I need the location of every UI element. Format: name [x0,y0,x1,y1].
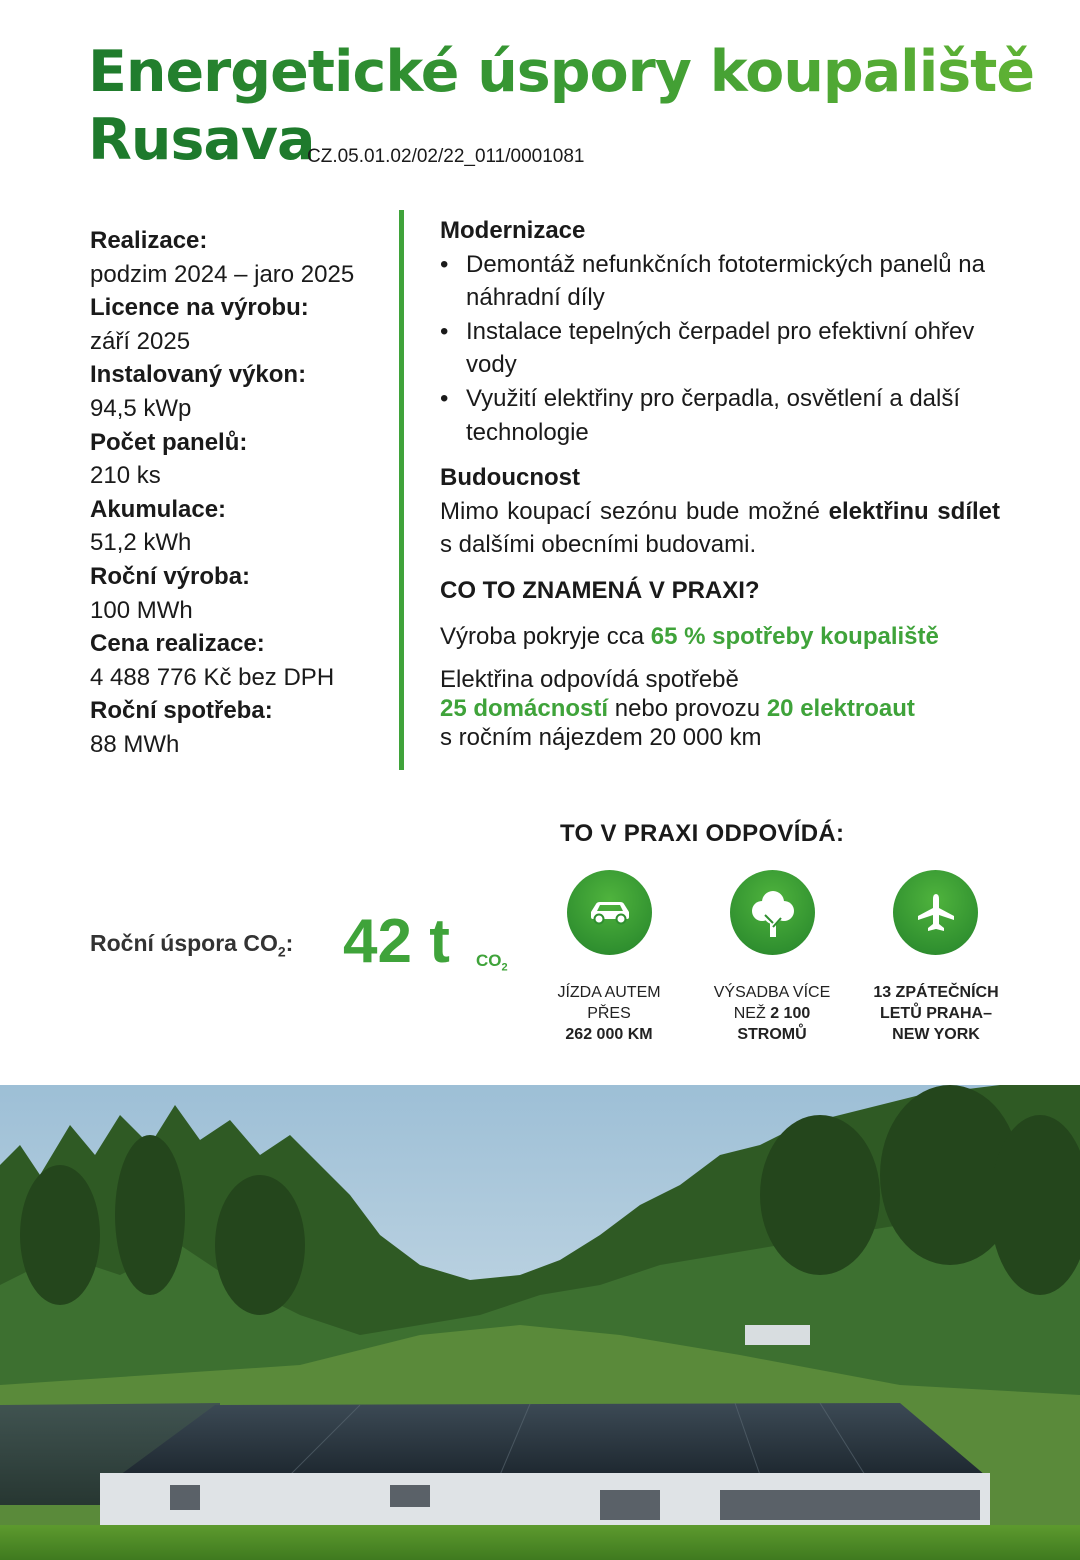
caption-line: NEŽ [733,1005,771,1022]
fact-label: Roční výroba: [90,562,251,590]
fact-label: Roční spotřeba: [90,697,273,725]
details-column [440,214,1000,752]
budoucnost-text-end: s dalšími obecními budovami. [440,531,757,559]
fact-label: Realizace: [90,227,208,254]
equivalent-caption-tree [692,982,852,1045]
co2-value: 42 t [343,907,450,976]
facts-list [90,224,390,762]
modernizace-heading: Modernizace [440,217,586,244]
equivalents-heading: TO V PRAXI ODPOVÍDÁ: [560,820,845,847]
co2-unit-text: CO [476,951,502,970]
caption-bold: 13 ZPÁTEČNÍCH [873,984,999,1001]
ev-highlight: 20 elektroaut [766,695,915,723]
caption-line: PŘES [587,1005,631,1022]
fact-label: Instalovaný výkon: [90,361,307,389]
fact-value: září 2025 [90,327,191,355]
pool-building-photo [0,1085,1080,1560]
fact-value: 4 488 776 Kč bez DPH [90,663,335,691]
fact-value: 88 MWh [90,730,180,758]
title-line-2: Rusava [88,107,315,173]
coverage-line [440,620,1000,654]
project-code: CZ.05.01.02/02/22_011/0001081 [307,146,585,167]
budoucnost-text-start: Mimo koupací sezónu bude možné [440,497,829,525]
list-item: • Instalace tepelných čerpadel pro efektivní ohřev vody [440,315,1000,382]
title-line-1: Energetické úspory koupaliště [88,39,1035,105]
equivalent-caption-flight [856,982,1016,1045]
caption-bold: 262 000 KM [565,1026,653,1043]
budoucnost-text-bold: elektřinu sdílet [828,497,1000,525]
co2-label-text: Roční úspora CO [90,930,278,956]
equivalent-caption-car [529,982,689,1045]
equivalence-mid: nebo provozu [608,695,767,723]
praxe-heading: CO TO ZNAMENÁ V PRAXI? [440,576,760,604]
fact-value: 94,5 kWp [90,394,192,422]
caption-bold: 2 100 [770,1005,811,1022]
budoucnost-text [440,495,1000,562]
fact-value: podzim 2024 – jaro 2025 [90,260,355,288]
fact-label: Akumulace: [90,495,227,523]
fact-value: 210 ks [90,462,161,490]
fact-label: Počet panelů: [90,428,248,456]
caption-line: VÝSADBA VÍCE [713,984,831,1001]
list-item: • Demontáž nefunkčních fototermických panelů na náhradní díly [440,248,1000,315]
caption-bold: LETŮ PRAHA– [879,1005,992,1022]
co2-label-colon: : [285,930,294,956]
airplane-icon [893,870,978,955]
caption-bold: STROMŮ [737,1026,807,1043]
co2-unit [476,951,508,973]
coverage-highlight: 65 % spotřeby koupaliště [650,622,939,650]
equivalence-paragraph [440,665,1000,752]
modernizace-list [440,248,1000,450]
car-icon [567,870,652,955]
fact-value: 51,2 kWh [90,529,192,557]
co2-label-sub: 2 [277,943,286,960]
fact-value: 100 MWh [90,596,193,624]
tree-icon [730,870,815,955]
column-divider [399,210,404,770]
fact-label: Licence na výrobu: [90,294,309,322]
equivalence-line-2 [440,694,1000,723]
households-highlight: 25 domácností [440,695,609,723]
equivalence-line-3: s ročním nájezdem 20 000 km [440,724,762,752]
caption-bold: NEW YORK [892,1026,980,1043]
caption-line: JÍZDA AUTEM [557,984,661,1001]
fact-label: Cena realizace: [90,630,265,658]
co2-label [90,930,293,960]
list-item: • Využití elektřiny pro čerpadla, osvětlení a další technologie [440,382,1000,449]
co2-unit-sub: 2 [501,961,508,974]
coverage-text: Výroba pokryje cca [440,622,651,650]
equivalence-line-1: Elektřina odpovídá spotřebě [440,666,739,694]
budoucnost-heading: Budoucnost [440,464,580,492]
